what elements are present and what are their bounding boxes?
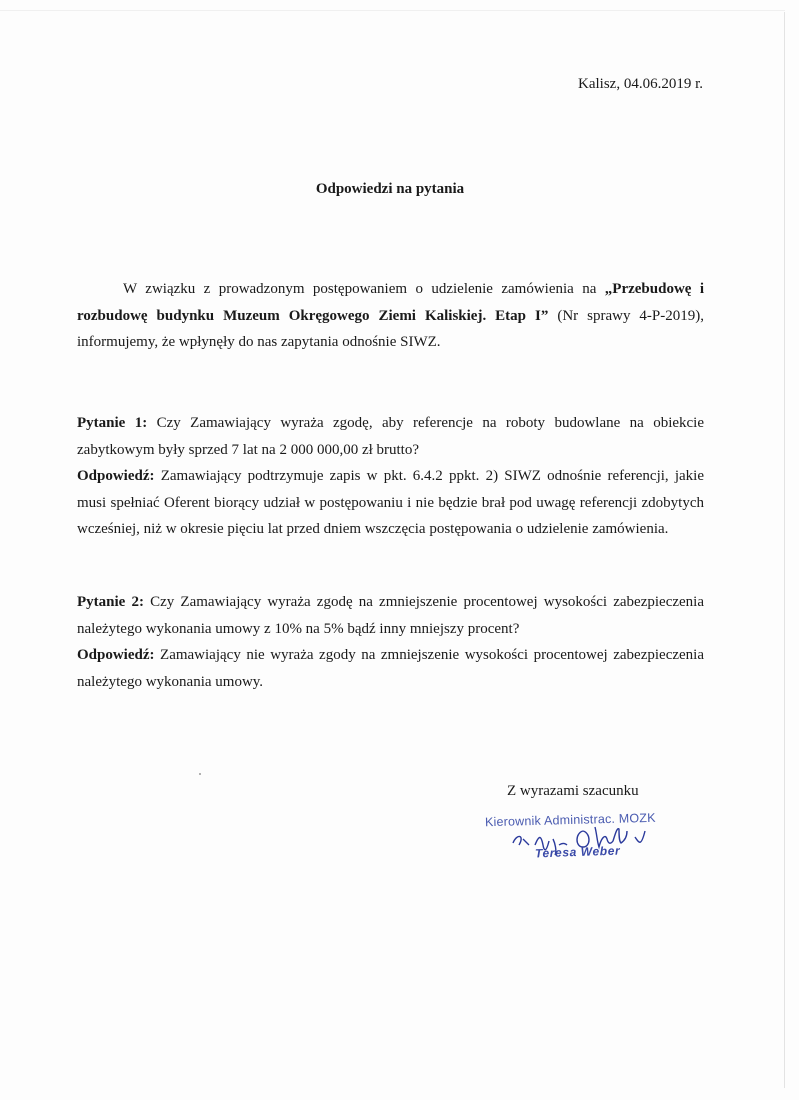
document-title: Odpowiedzi na pytania <box>315 181 465 197</box>
project-name: „Przebudowę i rozbudowę budynku Muzeum Okręgowego Ziemi Kaliskiej. Etap I” <box>77 281 704 324</box>
question-2 <box>77 589 704 642</box>
intro-paragraph <box>77 276 704 356</box>
scan-edge-right <box>784 12 785 1088</box>
question-text: Czy Zamawiający wyraża zgodę na zmniejszenie procentowej wysokości zabezpieczenia należytego wykonania umowy z 10% na 5% bądź inny mniejszy procent? <box>77 594 704 637</box>
answer-text: Zamawiający podtrzymuje zapis w pkt. 6.4.2 ppkt. 2) SIWZ odnośnie referencji, jakie musi spełniać Oferent biorący udział w postępowaniu i nie będzie brał pod uwagę referencji zdobytych wcześniej, niż w okresie pięciu lat przed dniem wszczęcia postępowania o udzielenie zamówienia. <box>77 468 704 537</box>
intro-text-before: W związku z prowadzonym postępowaniem o udzielenie zamówienia na <box>123 281 605 297</box>
stamp-title: Kierownik Administrac. MOZK <box>484 810 656 830</box>
qa-block-2 <box>77 589 704 695</box>
answer-text: Zamawiający nie wyraża zgody na zmniejszenie wysokości procentowej zabezpieczenia należytego wykonania umowy. <box>77 647 704 690</box>
answer-2 <box>77 642 704 695</box>
scan-edge-top <box>0 10 785 11</box>
question-label: Pytanie 2: <box>77 594 144 610</box>
question-text: Czy Zamawiający wyraża zgodę, aby referencje na roboty budowlane na obiekcie zabytkowym były sprzed 7 lat na 2 000 000,00 zł brutto? <box>77 415 705 458</box>
intro-text-after: (Nr sprawy 4-P-2019), informujemy, że wpłynęły do nas zapytania odnośnie SIWZ. <box>77 307 704 350</box>
answer-label: Odpowiedź: <box>77 468 155 484</box>
closing-salutation: Z wyrazami szacunku <box>507 783 639 799</box>
question-label: Pytanie 1: <box>77 415 148 431</box>
question-1 <box>77 410 704 463</box>
official-stamp <box>485 805 705 875</box>
place-date: Kalisz, 04.06.2019 r. <box>578 76 703 92</box>
qa-block-1 <box>77 410 704 543</box>
answer-1 <box>77 463 704 543</box>
scan-speck <box>199 773 201 775</box>
answer-label: Odpowiedź: <box>77 647 155 663</box>
stamp-name: Teresa Weber <box>534 843 621 861</box>
